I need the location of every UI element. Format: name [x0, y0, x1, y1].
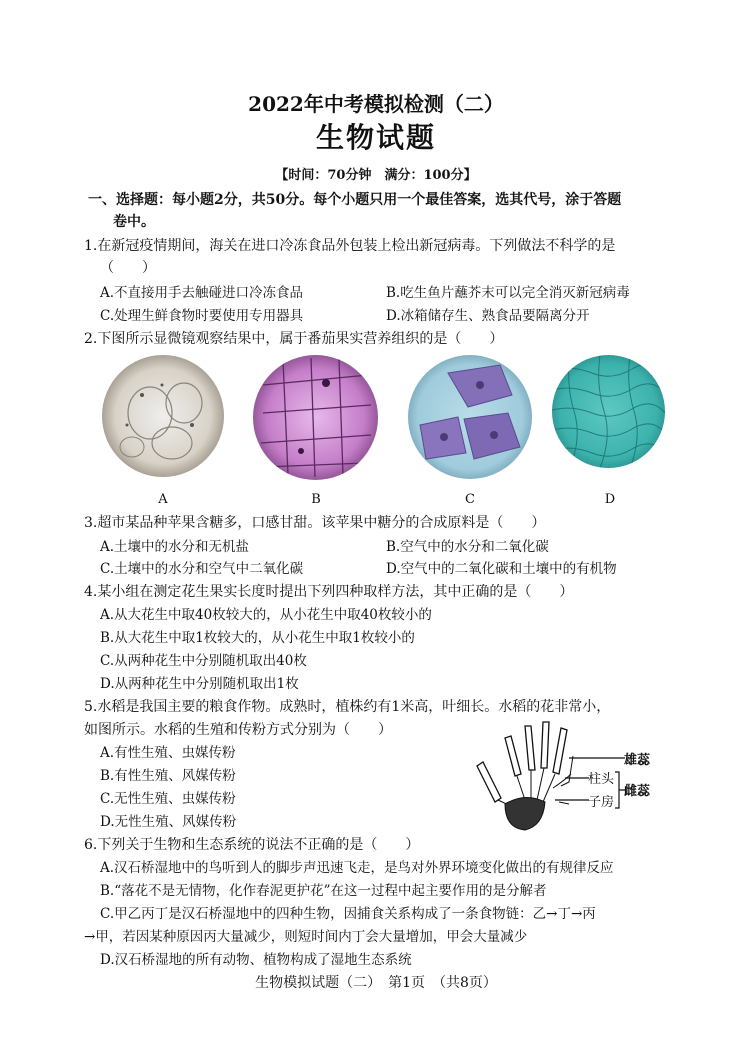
micrograph-label-a: A — [158, 492, 168, 507]
micrograph-b — [253, 355, 378, 480]
question-1-option-c: C.处理生鲜食物时要使用专用器具 — [100, 308, 304, 324]
exam-meta: 【时间：70分钟 满分：100分】 — [275, 168, 477, 183]
micrograph-c — [408, 355, 532, 479]
exam-title: 2022年中考模拟检测（二） — [248, 92, 504, 116]
question-1-stem: 1.在新冠疫情期间，海关在进口冷冻食品外包装上检出新冠病毒。下列做法不科学的是 — [84, 238, 616, 254]
question-4-stem: 4.某小组在测定花生果实长度时提出下列四种取样方法，其中正确的是（ ） — [84, 584, 574, 600]
rice-flower-figure — [465, 716, 665, 840]
question-5-option-d: D.无性生殖、风媒传粉 — [100, 814, 237, 830]
question-5-option-c: C.无性生殖、虫媒传粉 — [100, 791, 236, 807]
question-5-option-a: A.有性生殖、虫媒传粉 — [100, 745, 236, 761]
question-4-option-a: A.从大花生中取40枚较大的，从小花生中取40枚较小的 — [100, 607, 432, 623]
question-6-option-a: A.汉石桥湿地中的鸟听到人的脚步声迅速飞走，是鸟对外界环境变化做出的有规律反应 — [100, 860, 614, 876]
question-6-stem: 6.下列关于生物和生态系统的说法不正确的是（ ） — [84, 837, 420, 853]
section-heading-cont: 卷中。 — [113, 214, 155, 230]
micrograph-a-cells — [102, 355, 224, 477]
subject-title: 生物试题 — [315, 121, 436, 154]
question-4-option-c: C.从两种花生中分别随机取出40枚 — [100, 653, 307, 669]
question-4-option-b: B.从大花生中取1枚较大的，从小花生中取1枚较小的 — [100, 630, 415, 646]
question-5-stem: 5.水稻是我国主要的粮食作物。成熟时，植株约有1米高，叶细长。水稻的花非常小， — [84, 699, 611, 715]
question-6-option-b: B.“落花不是无情物，化作春泥更护花”在这一过程中起主要作用的是分解者 — [100, 883, 547, 899]
question-1-option-b: B.吃生鱼片蘸芥末可以完全消灭新冠病毒 — [386, 285, 630, 301]
figure-label-stigma: 柱头 — [588, 772, 615, 787]
micrograph-label-c: C — [465, 492, 475, 507]
question-5-stem-cont: 如图所示。水稻的生殖和传粉方式分别为（ ） — [84, 722, 392, 738]
question-4-option-d: D.从两种花生中分别随机取出1枚 — [100, 676, 299, 692]
question-3-option-b: B.空气中的水分和二氧化碳 — [386, 539, 549, 555]
question-1-option-d: D.冰箱储存生、熟食品要隔离分开 — [386, 308, 590, 324]
question-1-paren: （ ） — [100, 260, 156, 276]
figure-label-stamen: 雄蕊 — [624, 753, 651, 768]
question-2-stem: 2.下图所示显微镜观察结果中，属于番茄果实营养组织的是（ ） — [84, 331, 504, 347]
micrograph-label-b: B — [311, 492, 321, 507]
micrograph-d — [552, 355, 665, 468]
question-3-option-c: C.土壤中的水分和空气中二氧化碳 — [100, 561, 304, 577]
question-5-option-b: B.有性生殖、风媒传粉 — [100, 768, 236, 784]
question-6-option-c: C.甲乙丙丁是汉石桥湿地中的四种生物，因捕食关系构成了一条食物链：乙→丁→丙 — [100, 906, 596, 922]
micrograph-d-cells — [552, 355, 665, 468]
question-1-option-a: A.不直接用手去触碰进口冷冻食品 — [100, 285, 304, 301]
question-3-option-d: D.空气中的二氧化碳和土壤中的有机物 — [386, 561, 617, 577]
micrograph-b-cells — [253, 355, 378, 480]
micrograph-c-cells — [408, 355, 532, 479]
question-6-option-d: D.汉石桥湿地的所有动物、植物构成了湿地生态系统 — [100, 952, 412, 968]
question-3-stem: 3.超市某品种苹果含糖多，口感甘甜。该苹果中糖分的合成原料是（ ） — [84, 515, 546, 531]
page-footer: 生物模拟试题（二） 第1页 （共8页） — [255, 975, 497, 991]
question-6-option-c-cont: →甲，若因某种原因丙大量减少，则短时间内丁会大量增加，甲会大量减少 — [84, 929, 528, 945]
question-3-option-a: A.土壤中的水分和无机盐 — [100, 539, 250, 555]
section-heading: 一、选择题：每小题2分，共50分。每个小题只用一个最佳答案，选其代号，涂于答题 — [88, 192, 622, 208]
micrograph-label-d: D — [604, 492, 616, 507]
figure-label-pistil: 雌蕊 — [624, 784, 651, 799]
micrograph-a — [102, 355, 224, 477]
figure-label-ovary: 子房 — [588, 795, 615, 810]
